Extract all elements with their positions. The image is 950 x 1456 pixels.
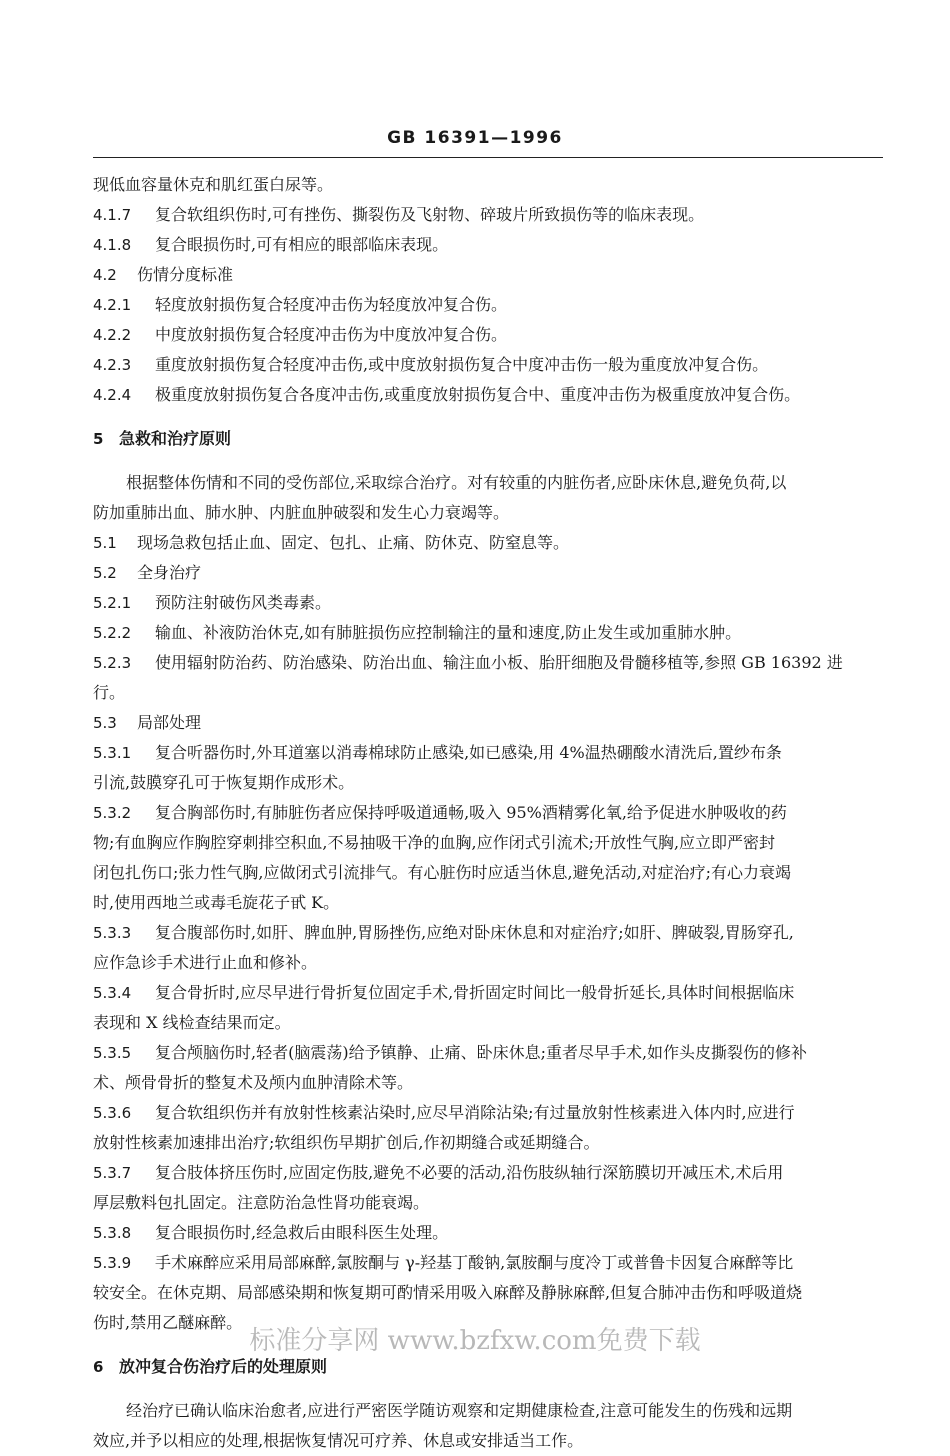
clause-text: 厚层敷料包扎固定。注意防治急性肾功能衰竭。 xyxy=(93,1193,430,1212)
clause-line xyxy=(93,1098,883,1128)
clause-line xyxy=(93,1158,883,1188)
clause-text: 极重度放射损伤复合各度冲击伤,或重度放射损伤复合中、重度冲击伤为极重度放冲复合伤。 xyxy=(155,385,801,404)
clause-number: 5.3.4 xyxy=(93,984,132,1002)
clause-line xyxy=(93,588,883,618)
clause-text: 复合眼损伤时,经急救后由眼科医生处理。 xyxy=(155,1223,449,1242)
clause-line xyxy=(93,618,883,648)
text-line xyxy=(93,858,883,888)
clause-text: 重度放射损伤复合轻度冲击伤,或中度放射损伤复合中度冲击伤一般为重度放冲复合伤。 xyxy=(155,355,769,374)
clause-number: 5.3 xyxy=(93,714,117,732)
section-4-continued xyxy=(93,170,883,410)
clause-line xyxy=(93,528,883,558)
clause-number: 4.2 xyxy=(93,266,117,284)
standard-number-header: GB 16391—1996 xyxy=(387,128,563,148)
clause-line xyxy=(93,290,883,320)
clause-number: 5.3.6 xyxy=(93,1104,132,1122)
text-line xyxy=(93,1128,883,1158)
clause-text: 经治疗已确认临床治愈者,应进行严密医学随访观察和定期健康检查,注意可能发生的伤残和远期 xyxy=(126,1401,793,1420)
watermark-text: 标准分享网 www.bzfxw.com免费下载 xyxy=(249,1326,701,1356)
clause-text: 放射性核素加速排出治疗;软组织伤早期扩创后,作初期缝合或延期缝合。 xyxy=(93,1133,600,1152)
clause-text: 根据整体伤情和不同的受伤部位,采取综合治疗。对有较重的内脏伤者,应卧床休息,避免负荷,以 xyxy=(126,473,787,492)
text-line xyxy=(93,948,883,978)
clause-number: 5.3.7 xyxy=(93,1164,132,1182)
clause-number: 5.3.1 xyxy=(93,744,132,762)
clause-text: 全身治疗 xyxy=(137,563,202,582)
clause-text: 轻度放射损伤复合轻度冲击伤为轻度放冲复合伤。 xyxy=(155,295,508,314)
clause-text: 复合软组织伤时,可有挫伤、撕裂伤及飞射物、碎玻片所致损伤等的临床表现。 xyxy=(155,205,705,224)
clause-line xyxy=(93,230,883,260)
clause-text: 复合骨折时,应尽早进行骨折复位固定手术,骨折固定时间比一般骨折延长,具体时间根据临床 xyxy=(155,983,795,1002)
section-number: 5 xyxy=(93,430,104,448)
section-title: 急救和治疗原则 xyxy=(119,429,232,448)
clause-number: 5.1 xyxy=(93,534,117,552)
clause-text: 复合软组织伤并有放射性核素沾染时,应尽早消除沾染;有过量放射性核素进入体内时,应进行 xyxy=(155,1103,795,1122)
clause-text: 防加重肺出血、肺水肿、内脏血肿破裂和发生心力衰竭等。 xyxy=(93,503,510,522)
clause-text: 复合肢体挤压伤时,应固定伤肢,避免不必要的活动,沿伤肢纵轴行深筋膜切开减压术,术后用 xyxy=(155,1163,784,1182)
clause-number: 5.2.2 xyxy=(93,624,132,642)
clause-text: 闭包扎伤口;张力性气胸,应做闭式引流排气。有心脏伤时应适当休息,避免活动,对症治疗;有心力衰竭 xyxy=(93,863,792,882)
clause-text: 术、颅骨骨折的整复术及颅内血肿清除术等。 xyxy=(93,1073,414,1092)
text-line xyxy=(93,498,883,528)
clause-number: 5.3.2 xyxy=(93,804,132,822)
clause-number: 5.3.9 xyxy=(93,1254,132,1272)
clause-text: 复合胸部伤时,有肺脏伤者应保持呼吸道通畅,吸入 95%酒精雾化氧,给予促进水肿吸收的药 xyxy=(155,803,787,822)
clause-line xyxy=(93,648,883,678)
clause-text: 伤情分度标准 xyxy=(137,265,234,284)
clause-text: 较安全。在休克期、局部感染期和恢复期可酌情采用吸入麻醉及静脉麻醉,但复合肺冲击伤和呼吸道烧 xyxy=(93,1283,803,1302)
text-line xyxy=(93,828,883,858)
text-line xyxy=(93,1188,883,1218)
clause-number: 5.3.3 xyxy=(93,924,132,942)
clause-line xyxy=(93,1038,883,1068)
clause-line xyxy=(93,738,883,768)
clause-number: 4.1.7 xyxy=(93,206,132,224)
clause-number: 5.2.1 xyxy=(93,594,132,612)
clause-text: 使用辐射防治药、防治感染、防治出血、输注血小板、胎肝细胞及骨髓移植等,参照 GB 16392 进 xyxy=(155,653,843,672)
header-rule xyxy=(93,157,883,158)
clause-number: 5.3.8 xyxy=(93,1224,132,1242)
text-line xyxy=(93,678,883,708)
clause-number: 5.3.5 xyxy=(93,1044,132,1062)
clause-text: 效应,并予以相应的处理,根据恢复情况可疗养、休息或安排适当工作。 xyxy=(93,1431,584,1450)
clause-text: 复合腹部伤时,如肝、脾血肿,胃肠挫伤,应绝对卧床休息和对症治疗;如肝、脾破裂,胃肠穿孔, xyxy=(155,923,794,942)
clause-text: 复合眼损伤时,可有相应的眼部临床表现。 xyxy=(155,235,449,254)
clause-text: 应作急诊手术进行止血和修补。 xyxy=(93,953,318,972)
section-5-body xyxy=(93,468,883,1338)
clause-line xyxy=(93,320,883,350)
clause-line xyxy=(93,1248,883,1278)
clause-number: 5.2 xyxy=(93,564,117,582)
text-line xyxy=(93,768,883,798)
clause-text: 行。 xyxy=(93,683,126,702)
clause-line xyxy=(93,200,883,230)
text-line xyxy=(93,888,883,918)
clause-text: 预防注射破伤风类毒素。 xyxy=(155,593,332,612)
clause-text: 物;有血胸应作胸腔穿刺排空积血,不易抽吸干净的血胸,应作闭式引流术;开放性气胸,应立即严密封 xyxy=(93,833,776,852)
clause-text: 引流,鼓膜穿孔可于恢复期作成形术。 xyxy=(93,773,355,792)
text-line xyxy=(93,1068,883,1098)
clause-line xyxy=(93,708,883,738)
clause-text: 现低血容量休克和肌红蛋白尿等。 xyxy=(93,175,334,194)
clause-text: 复合颅脑伤时,轻者(脑震荡)给予镇静、止痛、卧床休息;重者尽早手术,如作头皮撕裂伤的修补 xyxy=(155,1043,808,1062)
clause-text: 伤时,禁用乙醚麻醉。 xyxy=(93,1313,243,1332)
clause-text: 复合听器伤时,外耳道塞以消毒棉球防止感染,如已感染,用 4%温热硼酸水清洗后,置纱布条 xyxy=(155,743,782,762)
clause-text: 时,使用西地兰或毒毛旋花子甙 K。 xyxy=(93,893,340,912)
clause-number: 4.2.2 xyxy=(93,326,132,344)
section-6-body xyxy=(93,1396,883,1456)
section-number: 6 xyxy=(93,1358,104,1376)
clause-line xyxy=(93,260,883,290)
text-line xyxy=(93,1426,883,1456)
clause-line xyxy=(93,558,883,588)
clause-text: 局部处理 xyxy=(137,713,202,732)
clause-line xyxy=(93,1218,883,1248)
document-body xyxy=(93,170,883,1456)
clause-text: 现场急救包括止血、固定、包扎、止痛、防休克、防窒息等。 xyxy=(137,533,570,552)
text-line xyxy=(93,1396,883,1426)
clause-line xyxy=(93,918,883,948)
clause-line xyxy=(93,978,883,1008)
clause-text: 手术麻醉应采用局部麻醉,氯胺酮与 γ-羟基丁酸钠,氯胺酮与度冷丁或普鲁卡因复合麻醉等比 xyxy=(155,1253,794,1272)
clause-number: 4.2.1 xyxy=(93,296,132,314)
text-line xyxy=(93,468,883,498)
section-title: 放冲复合伤治疗后的处理原则 xyxy=(119,1357,328,1376)
text-line xyxy=(93,170,883,200)
text-line xyxy=(93,1278,883,1308)
clause-number: 4.2.4 xyxy=(93,386,132,404)
clause-number: 4.2.3 xyxy=(93,356,132,374)
clause-text: 中度放射损伤复合轻度冲击伤为中度放冲复合伤。 xyxy=(155,325,508,344)
section-heading xyxy=(93,424,883,454)
clause-text: 表现和 X 线检查结果而定。 xyxy=(93,1013,291,1032)
text-line xyxy=(93,1008,883,1038)
clause-number: 5.2.3 xyxy=(93,654,132,672)
clause-line xyxy=(93,380,883,410)
clause-number: 4.1.8 xyxy=(93,236,132,254)
clause-line xyxy=(93,350,883,380)
clause-line xyxy=(93,798,883,828)
clause-text: 输血、补液防治休克,如有肺脏损伤应控制输注的量和速度,防止发生或加重肺水肿。 xyxy=(155,623,742,642)
